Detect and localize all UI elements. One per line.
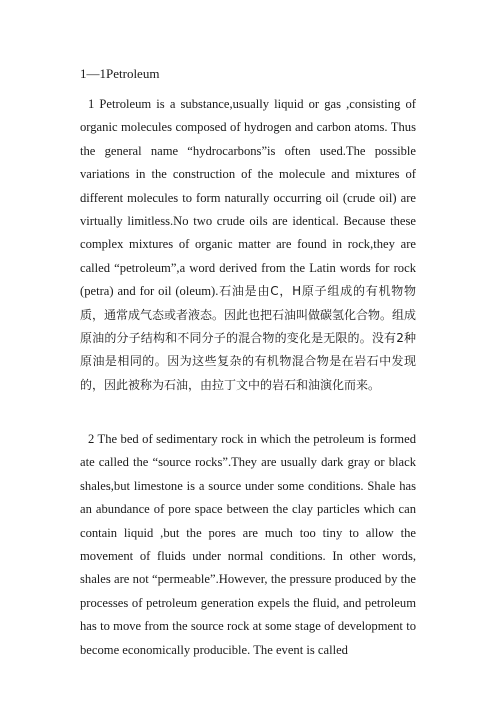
paragraph-2 [80, 428, 416, 662]
paragraph-2-english: 2 The bed of sedimentary rock in which the petroleum is formed ate called the “source rocks”.They are usually dark gray or black shales,but limestone is a source under some conditions. Shale has an abundance of pore space between the clay particles which can contain liquid ,but the pores are much too tiny to allow the movement of fluids under normal conditions. In other words, shales are not “permeable”.However, the pressure produced by the processes of petroleum generation expels the fluid, and petroleum has to move from the source rock at some stage of development to become economically producible. The event is called [80, 432, 416, 657]
paragraph-1 [80, 93, 416, 397]
paragraph-1-chinese: 石油是由C，H原子组成的有机物物质，通常成气态或者液态。因此也把石油叫做碳氢化合物。组成原油的分子结构和不同分子的混合物的变化是无限的。没有2种原油是相同的。因为这些复杂的有机物混合物是在岩石中发现的，因此被称为石油，由拉丁文中的岩石和油演化而来。 [80, 284, 417, 392]
section-heading: 1—1Petroleum [80, 66, 160, 81]
paragraph-1-english: 1 Petroleum is a substance,usually liquid or gas ,consisting of organic molecules composed of hydrogen and carbon atoms. Thus the general name “hydrocarbons”is often used.The possible variations in the construction of the molecule and mixtures of different molecules to form naturally occurring oil (crude oil) are virtually limitless.No two crude oils are identical. Because these complex mixtures of organic matter are found in rock,they are called “petroleum”,a word derived from the Latin words for rock (petra) and for oil (oleum). [80, 97, 416, 299]
